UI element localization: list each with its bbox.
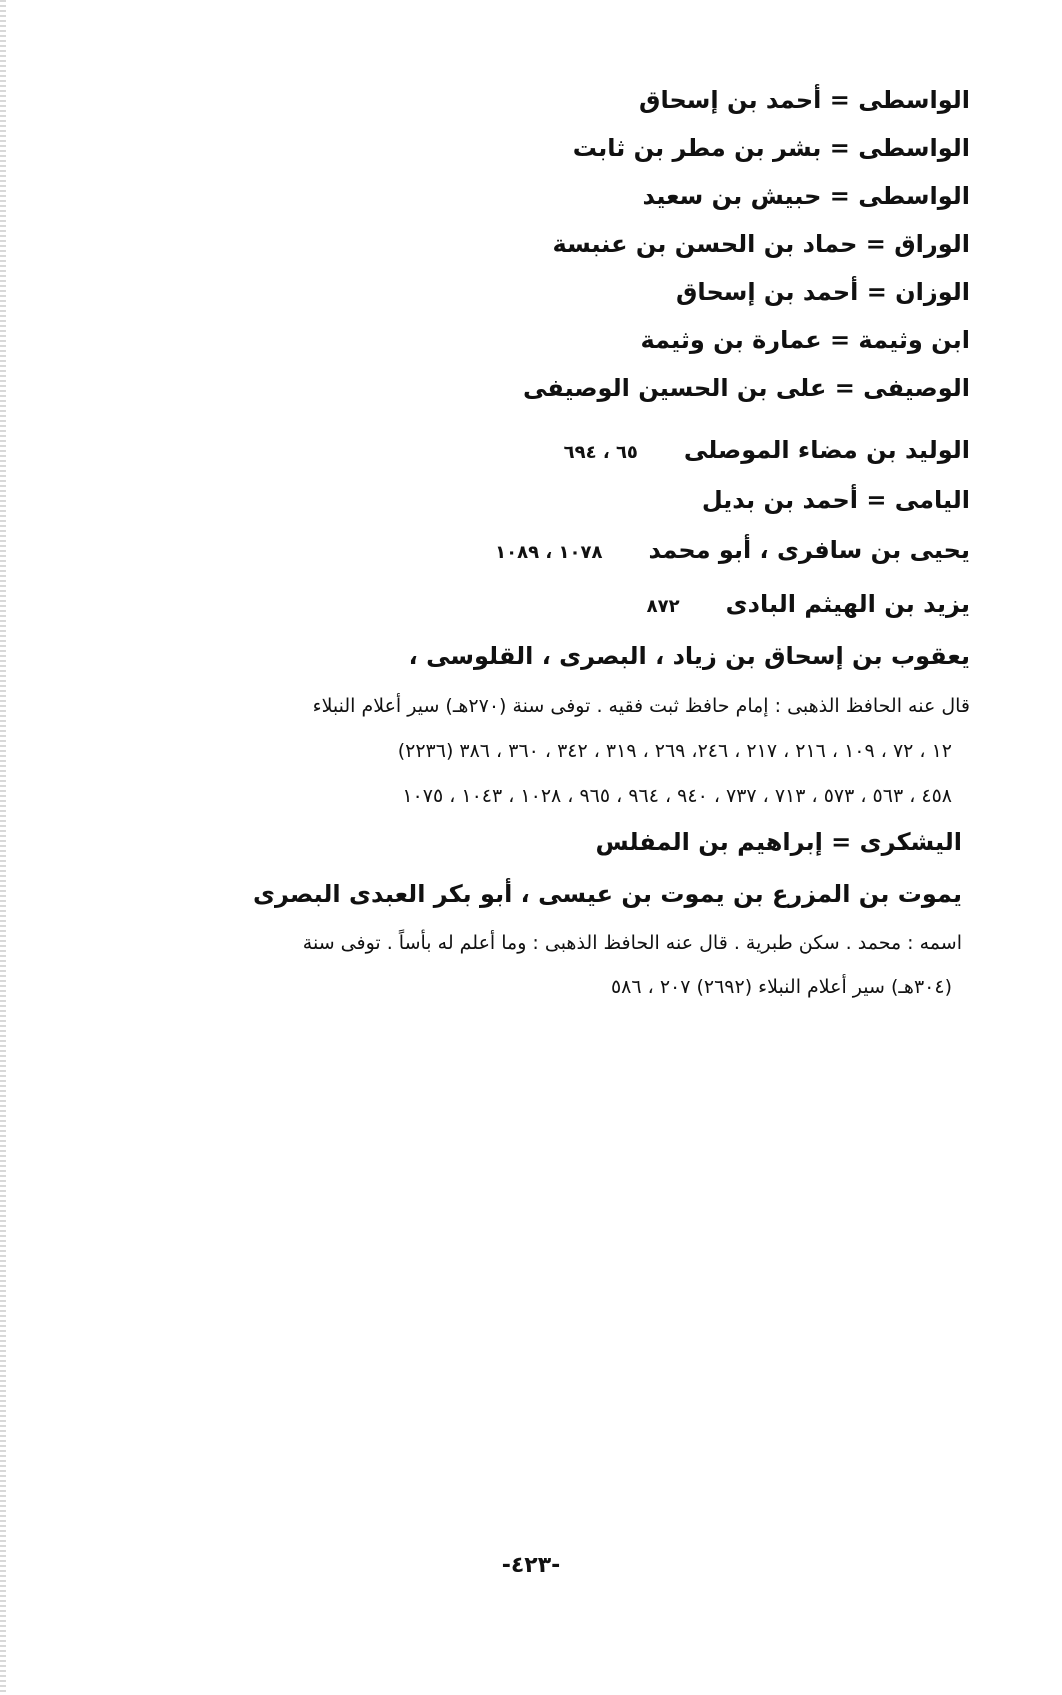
entry-pages: ٨٧٢	[646, 596, 680, 617]
entry-name: يزيد بن الهيثم البادى	[725, 590, 970, 618]
index-entry-yahya	[495, 536, 970, 564]
entry-pages: ١٠٧٨ ، ١٠٨٩	[495, 542, 603, 563]
entry-name: يحيى بن سافرى ، أبو محمد	[648, 536, 970, 564]
index-entry: اليشكرى = إبراهيم بن المفلس	[595, 828, 962, 856]
entry-note-line: (٣٠٤هـ) سير أعلام النبلاء (٢٦٩٢) ٢٠٧ ، ٥٨٦	[610, 976, 952, 998]
entry-note-line: اسمه : محمد . سكن طبرية . قال عنه الحافظ الذهبى : وما أعلم له بأساً . توفى سنة	[302, 932, 962, 954]
index-entry-yaqub: يعقوب بن إسحاق بن زياد ، البصرى ، القلوسى ،	[408, 642, 970, 670]
index-entry-walid	[564, 436, 970, 464]
entry-note-line: قال عنه الحافظ الذهبى : إمام حافظ ثبت فقيه . توفى سنة (٢٧٠هـ) سير أعلام النبلاء	[312, 695, 970, 717]
index-entry: الوصيفى = على بن الحسين الوصيفى	[523, 374, 970, 402]
entry-note-line: ٤٥٨ ، ٥٦٣ ، ٥٧٣ ، ٧١٣ ، ٧٣٧ ، ٩٤٠ ، ٩٦٤ ، ٩٦٥ ، ١٠٢٨ ، ١٠٤٣ ، ١٠٧٥	[402, 785, 952, 807]
index-entry: الواسطى = أحمد بن إسحاق	[639, 86, 970, 114]
index-entry-yazid	[647, 590, 970, 618]
entry-note-line: (٢٢٣٦) ١٢ ، ٧٢ ، ١٠٩ ، ٢١٦ ، ٢١٧ ، ٢٤٦، ٢٦٩ ، ٣١٩ ، ٣٤٢ ، ٣٦٠ ، ٣٨٦	[397, 740, 952, 762]
entry-pages: ٦٥ ، ٦٩٤	[563, 442, 638, 463]
entry-name: الوليد بن مضاء الموصلى	[683, 436, 970, 464]
index-entry-yamut: يموت بن المزرع بن يموت بن عيسى ، أبو بكر العبدى البصرى	[253, 880, 962, 908]
index-entry: الواسطى = بشر بن مطر بن ثابت	[572, 134, 970, 162]
page-number: -٤٢٣-	[501, 1553, 561, 1578]
index-entry: الواسطى = حبيش بن سعيد	[642, 182, 970, 210]
index-entry: اليامى = أحمد بن بديل	[701, 486, 970, 514]
index-entry: الوراق = حماد بن الحسن بن عنبسة	[552, 230, 970, 258]
index-entry: ابن وثيمة = عمارة بن وثيمة	[640, 326, 970, 354]
index-entry: الوزان = أحمد بن إسحاق	[675, 278, 970, 306]
